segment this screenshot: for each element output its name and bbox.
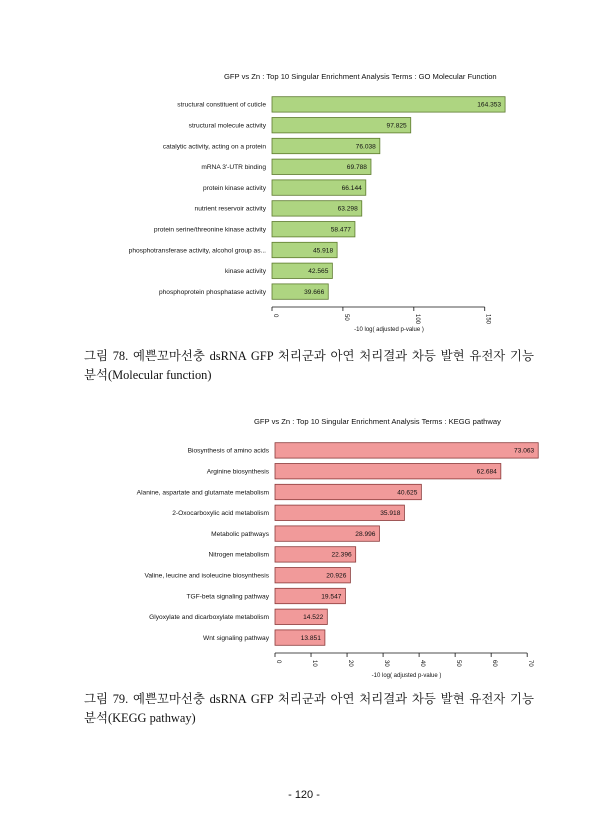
x-tick-label: 40: [419, 660, 426, 667]
category-label: kinase activity: [224, 268, 266, 276]
category-label: Wnt signaling pathway: [203, 634, 269, 642]
x-tick-label: 60: [491, 660, 498, 667]
figure-78-caption: [84, 347, 534, 385]
value-label: 42.565: [308, 268, 329, 276]
bar: [275, 464, 501, 479]
category-label: Arginine biosynthesis: [206, 468, 269, 476]
category-label: 2-Oxocarboxylic acid metabolism: [172, 510, 269, 518]
figure-79-caption: [84, 690, 534, 728]
category-label: Nitrogen metabolism: [208, 551, 269, 559]
page-number: - 120 -: [288, 789, 320, 801]
category-label: nutrient reservoir activity: [194, 205, 266, 213]
category-label: TGF-beta signaling pathway: [186, 593, 269, 601]
category-label: Alanine, aspartate and glutamate metabolism: [136, 489, 269, 497]
value-label: 62.684: [476, 468, 497, 476]
chart-title: GFP vs Zn : Top 10 Singular Enrichment Analysis Terms : KEGG pathway: [254, 417, 501, 426]
caption-line-1: 그림 78. 예쁜꼬마선충 dsRNA GFP 처리군과 아연 처리결과 차등 발현 유전자 기능: [84, 349, 534, 363]
category-label: protein kinase activity: [202, 184, 266, 192]
bar: [275, 443, 538, 458]
x-tick-label: 100: [413, 314, 420, 325]
value-label: 76.038: [355, 143, 376, 151]
category-label: Valine, leucine and isoleucine biosynthesis: [144, 572, 269, 580]
caption-line-2: 분석(KEGG pathway): [84, 711, 196, 725]
x-tick-label: 10: [311, 660, 318, 667]
category-label: mRNA 3'-UTR binding: [201, 164, 266, 172]
category-label: Glyoxylate and dicarboxylate metabolism: [149, 614, 269, 622]
value-label: 45.918: [312, 247, 334, 255]
value-label: 69.788: [346, 164, 367, 172]
value-label: 40.625: [397, 489, 418, 497]
x-tick-label: 30: [383, 660, 390, 667]
x-tick-label: 0: [275, 660, 281, 664]
category-label: Biosynthesis of amino acids: [187, 447, 269, 455]
value-label: 73.063: [514, 447, 535, 455]
x-axis-title: -10 log( adjusted p-value ): [371, 673, 442, 679]
x-tick-label: 70: [527, 660, 534, 667]
x-axis-title: -10 log( adjusted p-value ): [354, 327, 424, 333]
x-tick-label: 0: [272, 314, 278, 318]
category-label: protein serine/threonine kinase activity: [153, 226, 266, 234]
category-label: catalytic activity, acting on a protein: [162, 143, 266, 151]
category-label: phosphotransferase activity, alcohol group as...: [128, 247, 266, 255]
value-label: 20.926: [326, 572, 347, 580]
caption-line-2: 분석(Molecular function): [84, 368, 212, 382]
value-label: 14.522: [303, 614, 324, 622]
go-molecular-function-chart: [0, 60, 608, 340]
value-label: 39.666: [304, 288, 325, 296]
category-label: Metabolic pathways: [211, 530, 269, 538]
value-label: 97.825: [386, 122, 407, 130]
category-label: structural molecule activity: [188, 122, 266, 130]
x-tick-label: 20: [347, 660, 354, 667]
x-tick-label: 50: [455, 660, 462, 667]
value-label: 164.353: [477, 101, 502, 109]
category-label: phosphoprotein phosphatase activity: [158, 288, 266, 296]
bar: [272, 97, 505, 112]
value-label: 19.547: [321, 593, 342, 601]
value-label: 13.851: [300, 634, 321, 642]
kegg-pathway-chart: [0, 405, 608, 690]
value-label: 28.996: [355, 530, 376, 538]
value-label: 66.144: [341, 184, 362, 192]
category-label: structural constituent of cuticle: [177, 101, 266, 109]
caption-line-1: 그림 79. 예쁜꼬마선충 dsRNA GFP 처리군과 아연 처리결과 차등 발현 유전자 기능: [84, 692, 534, 706]
x-tick-label: 150: [484, 314, 491, 325]
value-label: 35.918: [380, 510, 401, 518]
chart-title: GFP vs Zn : Top 10 Singular Enrichment Analysis Terms : GO Molecular Function: [224, 72, 497, 81]
value-label: 58.477: [330, 226, 351, 234]
value-label: 22.396: [331, 551, 352, 559]
x-tick-label: 50: [342, 314, 349, 321]
value-label: 63.298: [337, 205, 358, 213]
